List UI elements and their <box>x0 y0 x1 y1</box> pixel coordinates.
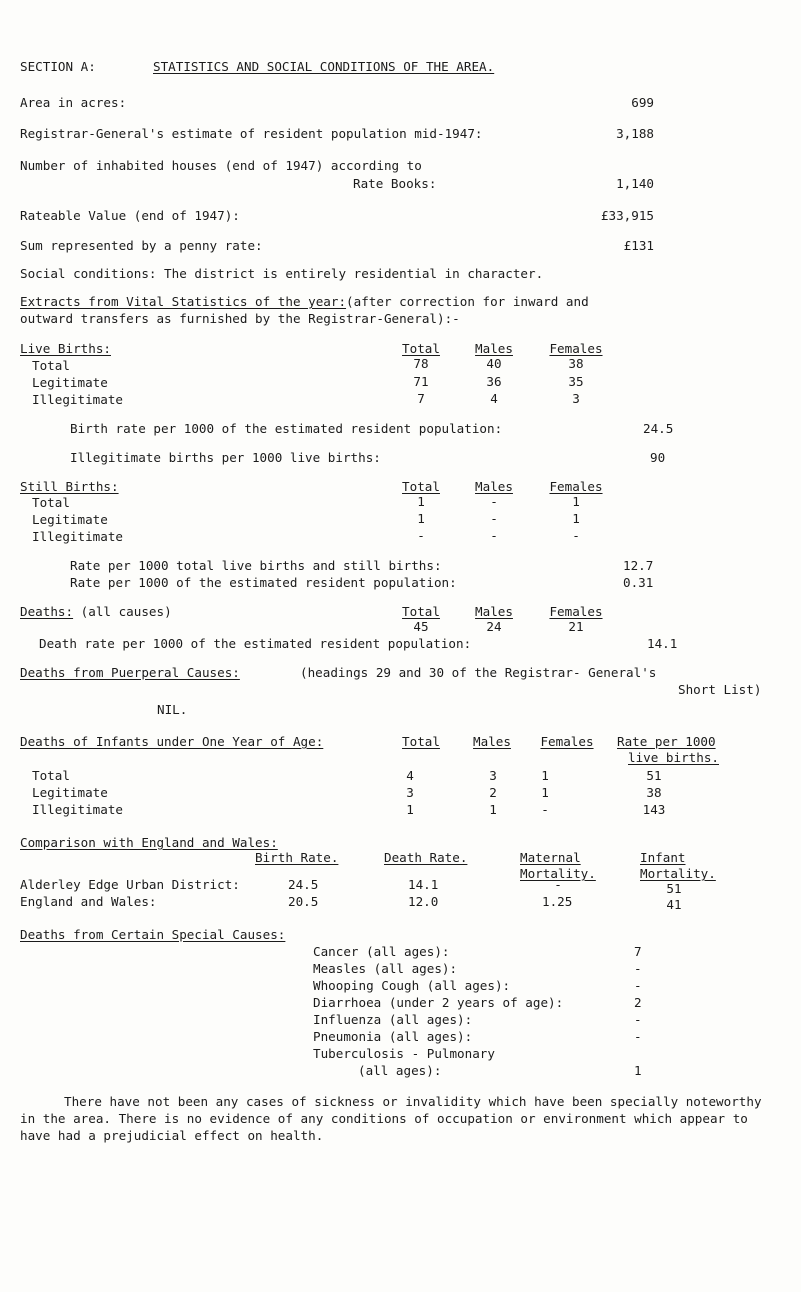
deaths-col-total: Total <box>402 604 440 619</box>
table-row-label: Legitimate <box>32 375 108 390</box>
list-item: Measles (all ages): <box>313 961 458 976</box>
table-cell: 12.0 <box>408 894 439 909</box>
puerperal-value: NIL. <box>157 702 188 717</box>
cmp-col-infant-2: Mortality. <box>640 866 716 881</box>
birth-rate-label: Birth rate per 1000 of the estimated resident population: <box>70 421 503 436</box>
deaths-heading-rest: (all causes) <box>80 604 172 619</box>
table-cell: - <box>490 511 498 526</box>
list-item-value: - <box>634 1012 642 1027</box>
cmp-col-death: Death Rate. <box>384 850 468 865</box>
table-row-label: Illegitimate <box>32 802 123 817</box>
table-cell: 1 <box>541 768 549 783</box>
section-label: SECTION A: <box>20 59 96 74</box>
still-rate-1-label: Rate per 1000 total live births and still births: <box>70 558 442 573</box>
table-row-label: Illegitimate <box>32 392 123 407</box>
table-cell: 1 <box>489 802 497 817</box>
list-item-value: - <box>634 961 642 976</box>
list-item: Cancer (all ages): <box>313 944 450 959</box>
cmp-col-birth: Birth Rate. <box>255 850 339 865</box>
table-cell: 41 <box>666 897 682 912</box>
table-row-label: England and Wales: <box>20 894 157 909</box>
death-rate-label: Death rate per 1000 of the estimated resident population: <box>39 636 472 651</box>
table-cell: 38 <box>568 356 584 371</box>
closing-paragraph: There have not been any cases of sickness or invalidity which have been specially noteworthy in the area. There is no evidence of any conditions of occupation or environment which appear to have had a prejudicial effect on health. <box>20 1094 762 1143</box>
list-item: Influenza (all ages): <box>313 1012 473 1027</box>
deaths-females: 21 <box>568 619 584 634</box>
table-cell: 20.5 <box>288 894 319 909</box>
table-row-label: Illegitimate <box>32 529 123 544</box>
page-title: STATISTICS AND SOCIAL CONDITIONS OF THE AREA. <box>153 59 495 74</box>
table-cell: - <box>554 877 562 892</box>
social-conditions: Social conditions: The district is entirely residential in character. <box>20 266 544 281</box>
table-cell: 24.5 <box>288 877 319 892</box>
birth-rate-value: 24.5 <box>643 421 674 436</box>
special-causes-heading: Deaths from Certain Special Causes: <box>20 927 286 942</box>
deaths-total: 45 <box>413 619 429 634</box>
still-rate-2-value: 0.31 <box>623 575 654 590</box>
inf-col-males: Males <box>473 734 511 749</box>
table-cell: 4 <box>490 391 498 406</box>
cmp-col-infant-1: Infant <box>640 850 686 865</box>
list-item-value: - <box>634 978 642 993</box>
still-rate-1-value: 12.7 <box>623 558 654 573</box>
illegitimate-rate-label: Illegitimate births per 1000 live births: <box>70 450 381 465</box>
table-cell: 4 <box>406 768 414 783</box>
table-row-label: Total <box>32 495 70 510</box>
sb-col-females: Females <box>549 479 603 494</box>
list-item: Whooping Cough (all ages): <box>313 978 511 993</box>
inf-col-total: Total <box>402 734 440 749</box>
table-cell: 2 <box>489 785 497 800</box>
live-births-heading: Live Births: <box>20 341 111 356</box>
penny-rate-label: Sum represented by a penny rate: <box>20 238 263 253</box>
table-cell: - <box>490 528 498 543</box>
list-item: (all ages): <box>358 1063 442 1078</box>
list-item-value: 1 <box>634 1063 642 1078</box>
puerperal-text-2: Short List) <box>678 682 762 697</box>
deaths-col-females: Females <box>549 604 603 619</box>
table-cell: 3 <box>406 785 414 800</box>
puerperal-heading: Deaths from Puerperal Causes: <box>20 665 240 680</box>
population-value: 3,188 <box>616 126 654 141</box>
table-cell: 35 <box>568 374 584 389</box>
list-item-value: 7 <box>634 944 642 959</box>
rateable-label: Rateable Value (end of 1947): <box>20 208 240 223</box>
table-cell: 1 <box>541 785 549 800</box>
table-cell: 1 <box>417 511 425 526</box>
table-cell: 51 <box>646 768 662 783</box>
table-cell: 143 <box>642 802 666 817</box>
table-cell: 1 <box>417 494 425 509</box>
table-cell: 1 <box>572 494 580 509</box>
rateable-value: £33,915 <box>600 208 654 223</box>
table-cell: 14.1 <box>408 877 439 892</box>
deaths-heading: Deaths: <box>20 604 74 619</box>
list-item: Pneumonia (all ages): <box>313 1029 473 1044</box>
list-item-value: 2 <box>634 995 642 1010</box>
table-row-label: Alderley Edge Urban District: <box>20 877 240 892</box>
table-cell: - <box>490 494 498 509</box>
sb-col-males: Males <box>475 479 513 494</box>
still-births-heading: Still Births: <box>20 479 119 494</box>
cmp-col-maternal-2: Mortality. <box>520 866 596 881</box>
sb-col-total: Total <box>402 479 440 494</box>
table-row-label: Legitimate <box>32 512 108 527</box>
table-cell: 51 <box>666 881 682 896</box>
table-cell: 1.25 <box>542 894 573 909</box>
deaths-col-males: Males <box>475 604 513 619</box>
table-cell: 71 <box>413 374 429 389</box>
inf-col-rate-2: live births. <box>628 750 719 765</box>
table-row-label: Legitimate <box>32 785 108 800</box>
death-rate-value: 14.1 <box>647 636 678 651</box>
table-cell: 1 <box>406 802 414 817</box>
lb-col-males: Males <box>475 341 513 356</box>
table-cell: - <box>417 528 425 543</box>
extracts-line-2: outward transfers as furnished by the Registrar-General):- <box>20 311 460 326</box>
extracts-heading: Extracts from Vital Statistics of the year: <box>20 294 347 309</box>
deaths-heading-line <box>20 606 172 619</box>
table-cell: 40 <box>486 356 502 371</box>
cmp-col-maternal-1: Maternal <box>520 850 581 865</box>
infants-heading: Deaths of Infants under One Year of Age: <box>20 734 324 749</box>
list-item: Diarrhoea (under 2 years of age): <box>313 995 564 1010</box>
list-item-value: - <box>634 1029 642 1044</box>
puerperal-text-1: (headings 29 and 30 of the Registrar- General's <box>300 665 657 680</box>
extracts-heading-line <box>20 296 589 309</box>
illegitimate-rate-value: 90 <box>650 450 666 465</box>
table-cell: 1 <box>572 511 580 526</box>
table-cell: - <box>572 528 580 543</box>
extracts-heading-rest: (after correction for inward and <box>346 294 589 309</box>
houses-label: Number of inhabited houses (end of 1947) according to <box>20 158 422 173</box>
comparison-heading: Comparison with England and Wales: <box>20 835 278 850</box>
lb-col-females: Females <box>549 341 603 356</box>
list-item: Tuberculosis - Pulmonary <box>313 1046 495 1061</box>
table-cell: 3 <box>489 768 497 783</box>
inf-col-females: Females <box>540 734 594 749</box>
houses-value: 1,140 <box>616 176 654 191</box>
table-row-label: Total <box>32 358 70 373</box>
inf-col-rate-1: Rate per 1000 <box>617 734 716 749</box>
table-cell: 36 <box>486 374 502 389</box>
lb-col-total: Total <box>402 341 440 356</box>
table-cell: 7 <box>417 391 425 406</box>
still-rate-2-label: Rate per 1000 of the estimated resident population: <box>70 575 457 590</box>
table-cell: 38 <box>646 785 662 800</box>
table-cell: 78 <box>413 356 429 371</box>
area-label: Area in acres: <box>20 95 127 110</box>
penny-rate-value: £131 <box>623 238 654 253</box>
table-cell: - <box>541 802 549 817</box>
houses-label-2: Rate Books: <box>353 176 437 191</box>
population-label: Registrar-General's estimate of resident population mid-1947: <box>20 126 483 141</box>
deaths-males: 24 <box>486 619 502 634</box>
area-value: 699 <box>631 95 654 110</box>
table-row-label: Total <box>32 768 70 783</box>
table-cell: 3 <box>572 391 580 406</box>
